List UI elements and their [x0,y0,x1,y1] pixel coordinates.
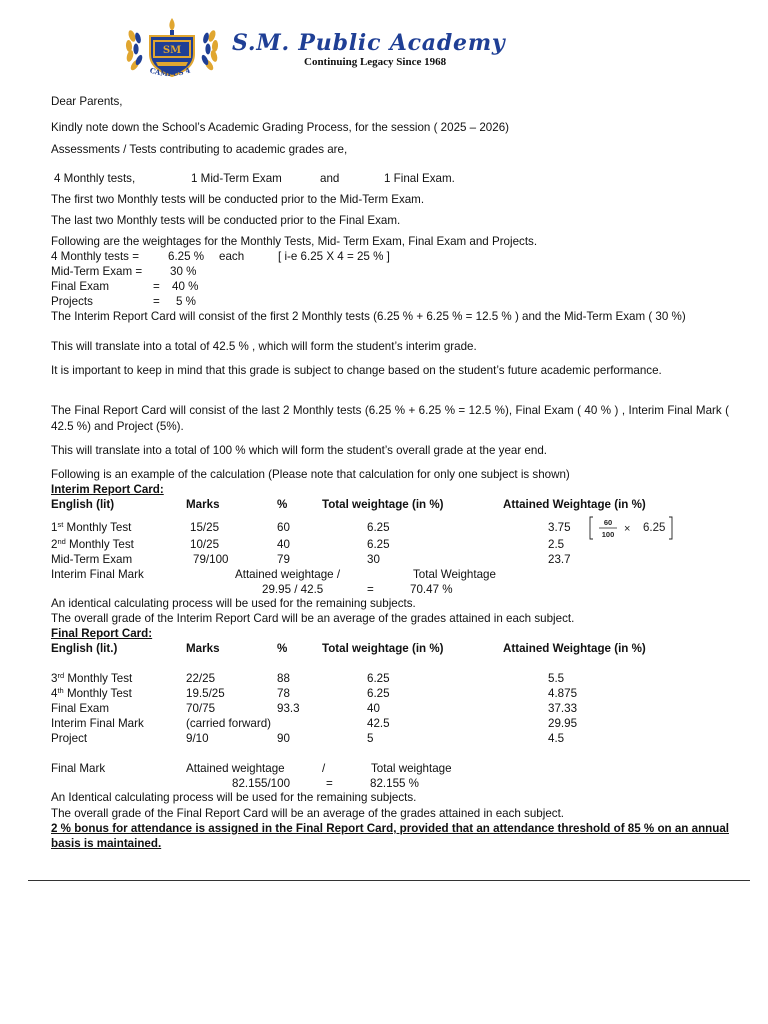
weight-projects-eq: = [153,295,160,308]
row-attained: 4.5 [548,732,565,745]
weight-projects-label: Projects [51,295,93,308]
row-marks: 9/10 [186,732,209,745]
row-pct: 79 [277,553,290,566]
interim-total-line: This will translate into a total of 42.5 % , which will form the student’s interim grade. [51,340,477,353]
formula-times: × [624,523,631,535]
row-weight: 30 [367,553,380,566]
row-attained: 37.33 [548,702,578,715]
row-pct: 93.3 [277,702,300,715]
row-pct: 78 [277,687,290,700]
interim-final-eq: = [367,583,374,596]
last-two-tests-line: The last two Monthly tests will be conducted prior to the Final Exam. [51,214,401,227]
row-weight: 42.5 [367,717,390,730]
row-marks: 10/25 [190,538,220,551]
final-header-weight: Total weightage (in %) [322,642,444,655]
row-marks: 15/25 [190,521,220,534]
final-total-label: Total weightage [371,762,452,775]
weight-monthly-note: [ i-e 6.25 X 4 = 25 % ] [278,250,390,263]
interim-final-mark-label: Interim Final Mark [51,568,144,581]
row-attained: 23.7 [548,553,571,566]
final-eq: = [326,777,333,790]
row-attained: 2.5 [548,538,565,551]
assessment-midterm: 1 Mid-Term Exam [191,172,282,185]
final-calc: 82.155/100 [232,777,291,790]
interim-header-weight: Total weightage (in %) [322,498,444,511]
final-heading: Final Report Card: [51,627,153,640]
final-mark-label: Final Mark [51,762,106,775]
row-attained: 5.5 [548,672,565,685]
row-attained: 29.95 [548,717,578,730]
formula-denominator: 100 [601,530,615,539]
row-weight: 6.25 [367,687,390,700]
assessment-final: 1 Final Exam. [384,172,455,185]
interim-header-attained: Attained Weightage (in %) [503,498,646,511]
example-intro: Following is an example of the calculation (Please note that calculation for only one subject is shown) [51,468,570,481]
subject-to-change-note: It is important to keep in mind that this grade is subject to change based on the student’s future academic performance. [51,364,662,377]
row-marks: 22/25 [186,672,216,685]
row-marks: 79/100 [193,553,229,566]
final-identical-note: An Identical calculating process will be used for the remaining subjects. [51,791,417,804]
weight-final-label: Final Exam [51,280,109,293]
row-subject: Mid-Term Exam [51,553,133,566]
final-header-subject: English (lit.) [51,642,118,655]
row-weight: 6.25 [367,538,390,551]
assessment-monthly: 4 Monthly tests, [54,172,136,185]
final-attained-label: Attained weightage [186,762,285,775]
weight-midterm-value: 30 % [170,265,197,278]
row-attained: 3.75 [548,521,571,534]
row-marks: 70/75 [186,702,216,715]
final-total-line: This will translate into a total of 100 % which will form the student’s overall grade at the year end. [51,444,547,457]
interim-final-result: 70.47 % [410,583,453,596]
row-pct: 40 [277,538,290,551]
final-card-description: The Final Report Card will consist of the last 2 Monthly tests (6.25 % + 6.25 % = 12.5 %), Final Exam ( 40 % ) , Interim Final Mark ( 42.5 %) and Project (5%). [51,404,729,433]
assessment-and: and [320,172,340,185]
interim-attained-label: Attained weightage / [235,568,341,581]
interim-heading: Interim Report Card: [51,483,164,496]
campus-label [140,66,200,82]
interim-overall-note: The overall grade of the Interim Report Card will be an average of the grades attained in each subject. [51,612,575,625]
row-subject: Interim Final Mark [51,717,144,730]
footer-divider [28,880,750,881]
final-overall-note: The overall grade of the Final Report Card will be an average of the grades attained in each subject. [51,807,565,820]
interim-card-description: The Interim Report Card will consist of the first 2 Monthly tests (6.25 % + 6.25 % = 12.5 % ) and the Mid-Term Exam ( 30 %) [51,310,686,323]
row-weight: 6.25 [367,672,390,685]
row-pct: 90 [277,732,290,745]
row-marks: (carried forward) [186,717,272,730]
row-subject: 1st Monthly Test [51,520,132,534]
intro-line: Kindly note down the School’s Academic Grading Process, for the session ( 2025 – 2026) [51,121,510,134]
interim-final-calc: 29.95 / 42.5 [262,583,324,596]
final-slash: / [322,762,326,775]
row-subject: 3rd Monthly Test [51,671,133,685]
weightage-intro: Following are the weightages for the Monthly Tests, Mid- Term Exam, Final Exam and Projects. [51,235,538,248]
interim-total-label: Total Weightage [413,568,496,581]
academy-tagline: Continuing Legacy Since 1968 [304,56,447,68]
weight-midterm-label: Mid-Term Exam = [51,265,143,278]
final-header-marks: Marks [186,642,220,655]
row-attained: 4.875 [548,687,578,700]
row-subject: Project [51,732,88,745]
formula-numerator: 60 [603,518,613,527]
row-pct: 60 [277,521,290,534]
interim-identical-note: An identical calculating process will be used for the remaining subjects. [51,597,416,610]
svg-text:CAMPUS 4: CAMPUS 4 [148,66,192,79]
row-weight: 5 [367,732,374,745]
interim-header-pct: % [277,498,288,511]
row-marks: 19.5/25 [186,687,225,700]
first-two-tests-line: The first two Monthly tests will be conducted prior to the Mid-Term Exam. [51,193,425,206]
weight-final-value: 40 % [172,280,199,293]
final-header-pct: % [277,642,288,655]
interim-header-marks: Marks [186,498,220,511]
row-subject: 2nd Monthly Test [51,537,134,551]
row-pct: 88 [277,672,290,685]
weight-final-eq: = [153,280,160,293]
logo-monogram: SM [162,45,182,56]
row-subject: Final Exam [51,702,109,715]
interim-header-subject: English (lit) [51,498,115,511]
salutation: Dear Parents, [51,95,123,108]
final-header-attained: Attained Weightage (in %) [503,642,646,655]
formula-weight: 6.25 [643,522,666,534]
academy-title: S.M. Public Academy [232,30,506,56]
row-subject: 4th Monthly Test [51,686,132,700]
weight-monthly-value: 6.25 % [168,250,205,263]
final-result: 82.155 % [370,777,419,790]
calculation-formula [589,515,673,541]
weight-projects-value: 5 % [176,295,196,308]
assessments-intro: Assessments / Tests contributing to academic grades are, [51,143,348,156]
row-weight: 6.25 [367,521,390,534]
weight-monthly-label: 4 Monthly tests = [51,250,139,263]
weight-monthly-each: each [219,250,245,263]
row-weight: 40 [367,702,380,715]
attendance-bonus-note: 2 % bonus for attendance is assigned in the Final Report Card, provided that an attendance threshold of 85 % on an annual basis is maintained. [51,822,729,850]
